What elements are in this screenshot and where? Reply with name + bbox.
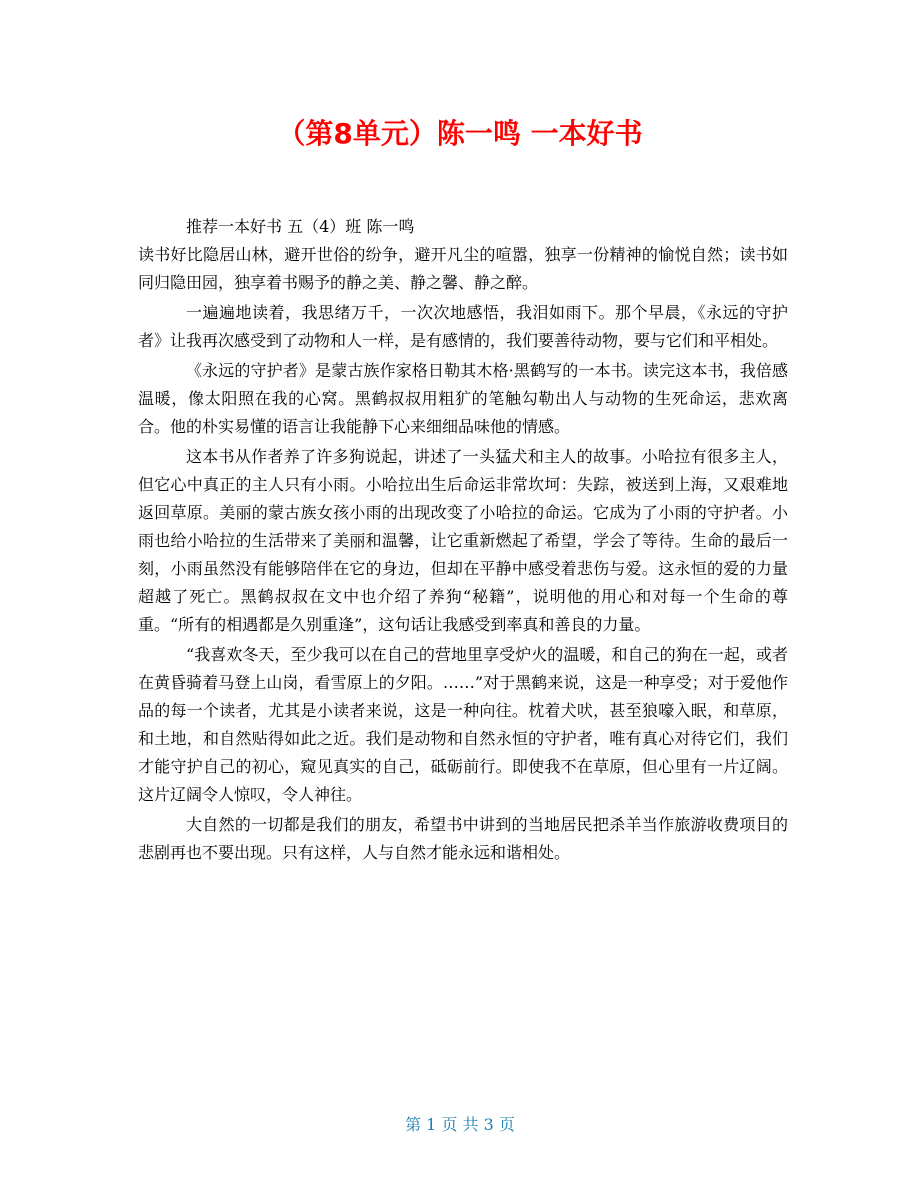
byline: 推荐一本好书 五（4）班 陈一鸣 <box>186 217 415 236</box>
paragraph-2: 一遍遍地读着，我思绪万千，一次次地感悟，我泪如雨下。那个早晨，《永远的守护者》让我再次感受到了动物和人一样，是有感情的，我们要善待动物，要与它们和平相处。 <box>138 303 788 350</box>
paragraph-5: “我喜欢冬天，至少我可以在自己的营地里享受炉火的温暖，和自己的狗在一起，或者在黄昏骑着马登上山岗，看雪原上的夕阳。……”对于黑鹤来说，这是一种享受；对于爱他作品的每一个读者，尤其是小读者来说，这是一种向往。枕着犬吠，甚至狼嚎入眠，和草原，和土地，和自然贴得如此之近。我们是动物和自然永恒的守护者，唯有真心对待它们，我们才能守护自己的初心，窥见真实的自己，砥砺前行。即使我不在草原，但心里有一片辽阔。这片辽阔令人惊叹，令人神往。 <box>138 645 788 804</box>
document-title: （第8单元）陈一鸣 一本好书 <box>277 117 643 150</box>
page-number-footer: 第 1 页 共 3 页 <box>405 1115 515 1134</box>
paragraph-6: 大自然的一切都是我们的朋友，希望书中讲到的当地居民把杀羊当作旅游收费项目的悲剧再也不要出现。只有这样，人与自然才能永远和谐相处。 <box>138 815 788 862</box>
paragraph-3: 《永远的守护者》是蒙古族作家格日勒其木格·黑鹤写的一本书。读完这本书，我倍感温暖，像太阳照在我的心窝。黑鹤叔叔用粗犷的笔触勾勒出人与动物的生死命运，悲欢离合。他的朴实易懂的语言让我能静下心来细细品味他的情感。 <box>138 361 788 436</box>
document-body <box>138 213 788 869</box>
paragraph-1: 读书好比隐居山林，避开世俗的纷争，避开凡尘的喧嚣，独享一份精神的愉悦自然；读书如同归隐田园，独享着书赐予的静之美、静之馨、静之醉。 <box>138 245 788 292</box>
paragraph-4: 这本书从作者养了许多狗说起，讲述了一头猛犬和主人的故事。小哈拉有很多主人，但它心中真正的主人只有小雨。小哈拉出生后命运非常坎坷：失踪，被送到上海，又艰难地返回草原。美丽的蒙古族女孩小雨的出现改变了小哈拉的命运。它成为了小雨的守护者。小雨也给小哈拉的生活带来了美丽和温馨，让它重新燃起了希望，学会了等待。生命的最后一刻，小雨虽然没有能够陪伴在它的身边，但却在平静中感受着悲伤与爱。这永恒的爱的力量超越了死亡。黑鹤叔叔在文中也介绍了养狗“秘籍”，说明他的用心和对每一个生命的尊重。“所有的相遇都是久别重逢”，这句话让我感受到率真和善良的力量。 <box>138 447 788 634</box>
